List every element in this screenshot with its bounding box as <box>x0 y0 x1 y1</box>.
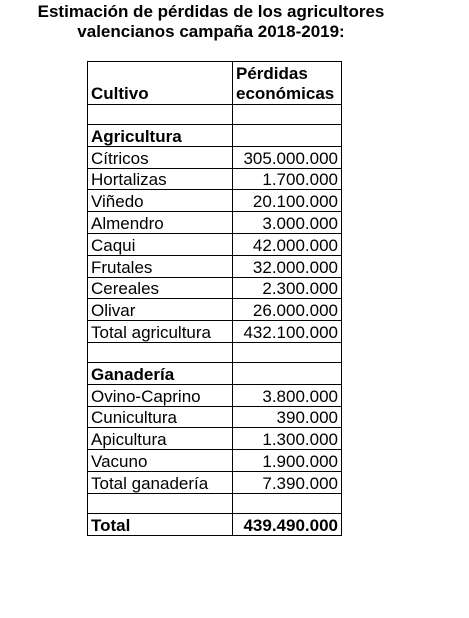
loss-value: 1.300.000 <box>233 428 342 450</box>
spacer-row <box>88 493 342 513</box>
loss-value: 32.000.000 <box>233 255 342 277</box>
table-row <box>88 233 342 255</box>
crop-name: Cunicultura <box>88 406 233 428</box>
crop-name: Hortalizas <box>88 168 233 190</box>
grand-total-row <box>88 513 342 535</box>
title-line-2: valencianos campaña 2018-2019: <box>77 22 345 41</box>
table-row <box>88 428 342 450</box>
section-label: Agricultura <box>88 125 233 147</box>
empty-cell <box>233 125 342 147</box>
table-row <box>88 168 342 190</box>
crop-name: Almendro <box>88 212 233 234</box>
header-perdidas <box>233 62 342 105</box>
losses-table <box>87 61 342 536</box>
crop-name: Apicultura <box>88 428 233 450</box>
title-line-1: Estimación de pérdidas de los agricultores <box>37 2 385 21</box>
table-row <box>88 277 342 299</box>
loss-value: 3.000.000 <box>233 212 342 234</box>
grand-total-label: Total <box>88 513 233 535</box>
crop-name: Ovino-Caprino <box>88 384 233 406</box>
table-row <box>88 146 342 168</box>
spacer-row <box>88 342 342 362</box>
spacer-row <box>88 105 342 125</box>
empty-cell <box>233 493 342 513</box>
loss-value: 1.900.000 <box>233 450 342 472</box>
document-title <box>0 2 422 42</box>
empty-cell <box>233 105 342 125</box>
table-row <box>88 190 342 212</box>
table-row <box>88 212 342 234</box>
section-heading-ganaderia <box>88 362 342 384</box>
empty-cell <box>233 362 342 384</box>
crop-name: Cereales <box>88 277 233 299</box>
grand-total-value: 439.490.000 <box>233 513 342 535</box>
loss-value: 390.000 <box>233 406 342 428</box>
loss-value: 3.800.000 <box>233 384 342 406</box>
subtotal-value: 432.100.000 <box>233 321 342 343</box>
subtotal-label: Total ganadería <box>88 471 233 493</box>
crop-name: Viñedo <box>88 190 233 212</box>
table-row <box>88 450 342 472</box>
crop-name: Olivar <box>88 299 233 321</box>
loss-value: 1.700.000 <box>233 168 342 190</box>
subtotal-label: Total agricultura <box>88 321 233 343</box>
table-row <box>88 299 342 321</box>
crop-name: Vacuno <box>88 450 233 472</box>
table-row <box>88 406 342 428</box>
table-row <box>88 255 342 277</box>
section-heading-agricultura <box>88 125 342 147</box>
subtotal-value: 7.390.000 <box>233 471 342 493</box>
empty-cell <box>233 342 342 362</box>
subtotal-row-agricultura <box>88 321 342 343</box>
loss-value: 20.100.000 <box>233 190 342 212</box>
crop-name: Cítricos <box>88 146 233 168</box>
header-perdidas-line-2: económicas <box>236 84 335 103</box>
empty-cell <box>88 493 233 513</box>
table-row <box>88 384 342 406</box>
crop-name: Frutales <box>88 255 233 277</box>
empty-cell <box>88 105 233 125</box>
loss-value: 2.300.000 <box>233 277 342 299</box>
loss-value: 42.000.000 <box>233 233 342 255</box>
loss-value: 305.000.000 <box>233 146 342 168</box>
table-header-row <box>88 62 342 105</box>
header-cultivo: Cultivo <box>88 62 233 105</box>
crop-name: Caqui <box>88 233 233 255</box>
subtotal-row-ganaderia <box>88 471 342 493</box>
header-perdidas-line-1: Pérdidas <box>236 64 308 83</box>
loss-value: 26.000.000 <box>233 299 342 321</box>
empty-cell <box>88 342 233 362</box>
section-label: Ganadería <box>88 362 233 384</box>
